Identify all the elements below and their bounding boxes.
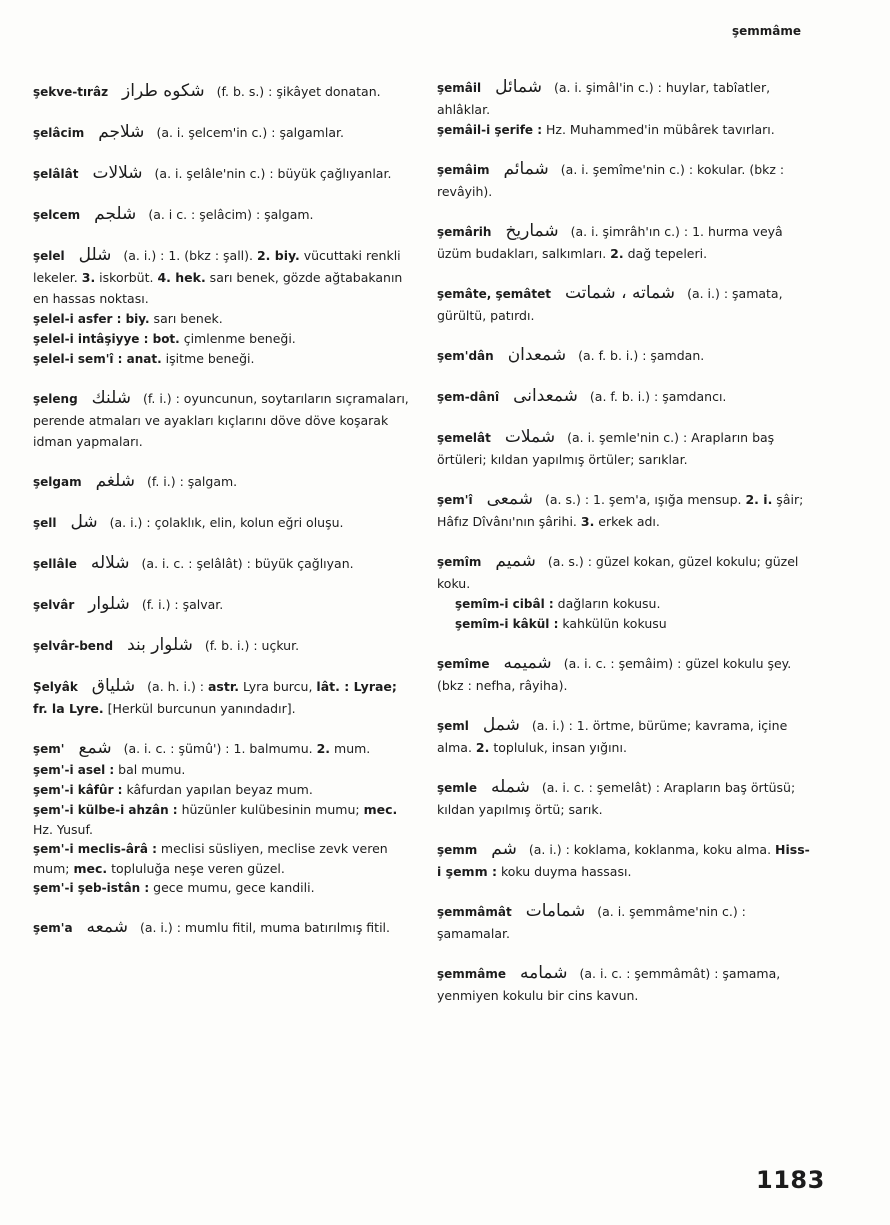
definition-text: (a. i. şimrâh'ın c.) : 1. hurma veyâ üzüm budakları, salkımları. bbox=[437, 224, 783, 261]
arabic-script: شماته ، شماتت bbox=[564, 283, 676, 303]
bold-label: mec. bbox=[363, 802, 398, 817]
headword: şemâim bbox=[437, 163, 490, 177]
headword: Şelyâk bbox=[33, 680, 78, 694]
definition-text: (a. i. c. : şemmâmât) : şamama, yenmiyen kokulu bir cins kavun. bbox=[437, 966, 781, 1003]
definition-text: (a. i.) : 1. örtme, bürüme; kavrama, içine alma. bbox=[437, 718, 788, 755]
definition-text: işitme beneği. bbox=[161, 351, 255, 366]
headword: şemîm-i kâkül : bbox=[455, 617, 559, 631]
headword: şelel-i intâşiyye : bot. bbox=[33, 332, 180, 346]
definition-text: (a. i. c. : şelâlât) : büyük çağlıyan. bbox=[141, 556, 354, 571]
bold-label: 2. i. bbox=[745, 492, 773, 507]
headword: şem'-i külbe-i ahzân : bbox=[33, 803, 178, 817]
bold-label: astr. bbox=[208, 679, 239, 694]
running-head: şemmâme bbox=[732, 24, 802, 38]
dictionary-subentry bbox=[33, 309, 411, 329]
dictionary-subentry bbox=[33, 878, 411, 898]
arabic-script: شلجم bbox=[94, 204, 137, 224]
arabic-script: شمائل bbox=[495, 77, 542, 97]
dictionary-entry bbox=[33, 512, 411, 534]
page-number: 1183 bbox=[756, 1166, 825, 1194]
definition-text: [Herkül burcunun yanındadır]. bbox=[103, 701, 296, 716]
left-column bbox=[33, 81, 411, 939]
dictionary-entry bbox=[437, 551, 813, 594]
headword: şemârih bbox=[437, 225, 492, 239]
headword: şemelât bbox=[437, 431, 491, 445]
headword: şem'-i şeb-istân : bbox=[33, 881, 150, 895]
headword: şemmâme bbox=[437, 967, 507, 981]
bold-label: 2. bbox=[475, 740, 490, 755]
definition-text: (a. s.) : güzel kokan, güzel kokulu; güzel koku. bbox=[437, 554, 799, 591]
headword: şem'dân bbox=[437, 349, 494, 363]
bold-label: Hiss-i şemm : bbox=[437, 842, 810, 879]
definition-text: (f. i.) : şalvar. bbox=[141, 597, 224, 612]
dictionary-entry bbox=[437, 489, 813, 532]
arabic-script: شمامه bbox=[520, 963, 568, 983]
arabic-script: شل bbox=[70, 512, 98, 532]
bold-label: mec. bbox=[73, 861, 108, 876]
dictionary-entry bbox=[437, 777, 813, 820]
arabic-script: شلياق bbox=[91, 676, 136, 696]
definition-text: (a. h. i.) : bbox=[147, 679, 208, 694]
definition-text: topluluğa neşe veren güzel. bbox=[107, 861, 285, 876]
dictionary-subentry bbox=[33, 800, 411, 839]
dictionary-entry bbox=[437, 427, 813, 470]
dictionary-entry bbox=[33, 471, 411, 493]
definition-text: mum. bbox=[330, 741, 371, 756]
definition-text: Hz. Yusuf. bbox=[33, 822, 93, 837]
headword: şemâte, şemâtet bbox=[437, 287, 551, 301]
arabic-script: شلل bbox=[78, 245, 112, 265]
definition-text: kâfurdan yapılan beyaz mum. bbox=[122, 782, 313, 797]
right-column bbox=[437, 77, 813, 1006]
definition-text: (a. s.) : 1. şem'a, ışığa mensup. bbox=[545, 492, 746, 507]
headword: şemâil-i şerife : bbox=[437, 123, 543, 137]
arabic-script: شلوار bbox=[88, 594, 130, 614]
dictionary-entry bbox=[437, 963, 813, 1006]
headword: şelvâr bbox=[33, 598, 75, 612]
headword: şem'-i kâfûr : bbox=[33, 783, 123, 797]
dictionary-entry bbox=[33, 122, 411, 144]
arabic-script: شمعه bbox=[86, 917, 128, 937]
dictionary-subentry bbox=[437, 614, 813, 634]
arabic-script: شلاله bbox=[90, 553, 130, 573]
headword: şem'a bbox=[33, 921, 73, 935]
arabic-script: شمائم bbox=[503, 159, 549, 179]
dictionary-entry bbox=[437, 901, 813, 944]
dictionary-subentry bbox=[33, 780, 411, 800]
dictionary-entry bbox=[437, 715, 813, 758]
definition-text: (a. i. c. : şümû') : 1. balmumu. bbox=[123, 741, 317, 756]
bold-label: 4. hek. bbox=[157, 270, 206, 285]
definition-text: vücuttaki renkli lekeler. bbox=[33, 248, 401, 285]
definition-text: kahkülün kokusu bbox=[558, 616, 667, 631]
dictionary-entry bbox=[33, 676, 411, 719]
definition-text: (a. i. şimâl'in c.) : huylar, tabîatler, ahlâklar. bbox=[437, 80, 771, 117]
definition-text: (a. i. c. : şemâim) : güzel kokulu şey. (bkz : nefha, râyiha). bbox=[437, 656, 792, 693]
bold-label: 3. bbox=[81, 270, 96, 285]
dictionary-entry bbox=[437, 653, 813, 696]
headword: şemîm-i cibâl : bbox=[455, 597, 554, 611]
definition-text: (a. i. c. : şemelât) : Arapların baş örtüsü; kıldan yapılmış örtü; sarık. bbox=[437, 780, 796, 817]
definition-text: (a. i. şelcem'in c.) : şalgamlar. bbox=[156, 125, 344, 140]
dictionary-entry bbox=[33, 553, 411, 575]
definition-text: koku duyma hassası. bbox=[496, 864, 632, 879]
bold-label: 2. biy. bbox=[256, 248, 300, 263]
headword: şelvâr-bend bbox=[33, 639, 114, 653]
dictionary-entry bbox=[437, 221, 813, 264]
arabic-script: شلوار بند bbox=[127, 635, 193, 655]
definition-text: (a. i. şelâle'nin c.) : büyük çağlıyanlar. bbox=[154, 166, 392, 181]
definition-text: bal mumu. bbox=[114, 762, 186, 777]
dictionary-entry bbox=[33, 245, 411, 309]
definition-text: (f. b. s.) : şikâyet donatan. bbox=[216, 84, 381, 99]
headword: şeleng bbox=[33, 392, 78, 406]
definition-text: (a. i. şemmâme'nin c.) : şamamalar. bbox=[437, 904, 746, 941]
dictionary-subentry bbox=[437, 594, 813, 614]
dictionary-entry bbox=[437, 77, 813, 120]
dictionary-subentry bbox=[33, 329, 411, 349]
headword: şelâcim bbox=[33, 126, 85, 140]
headword: şem'-i meclis-ârâ : bbox=[33, 842, 157, 856]
headword: şelel-i asfer : biy. bbox=[33, 312, 150, 326]
arabic-script: شمعى bbox=[486, 489, 534, 509]
dictionary-subentry bbox=[33, 760, 411, 780]
headword: şelel-i sem'î : anat. bbox=[33, 352, 162, 366]
definition-text: iskorbüt. bbox=[95, 270, 158, 285]
arabic-script: شملات bbox=[504, 427, 556, 447]
headword: şemmâmât bbox=[437, 905, 512, 919]
arabic-script: شمعدانى bbox=[513, 386, 578, 406]
definition-text: (f. b. i.) : uçkur. bbox=[204, 638, 300, 653]
arabic-script: شكوه طراز bbox=[122, 81, 205, 101]
dictionary-entry bbox=[437, 839, 813, 882]
arabic-script: شمل bbox=[482, 715, 520, 735]
headword: şemle bbox=[437, 781, 478, 795]
definition-text: topluluk, insan yığını. bbox=[489, 740, 627, 755]
arabic-script: شم bbox=[491, 839, 517, 859]
dictionary-entry bbox=[437, 283, 813, 326]
arabic-script: شميمه bbox=[503, 653, 552, 673]
definition-text: meclisi süsliyen, meclise zevk veren mum; bbox=[33, 841, 388, 876]
arabic-script: شميم bbox=[495, 551, 536, 571]
definition-text: (a. f. b. i.) : şamdancı. bbox=[589, 389, 727, 404]
definition-text: dağ tepeleri. bbox=[623, 246, 708, 261]
dictionary-entry bbox=[437, 345, 813, 367]
headword: şell bbox=[33, 516, 57, 530]
headword: şelgam bbox=[33, 475, 82, 489]
arabic-script: شلغم bbox=[95, 471, 135, 491]
definition-text: (a. i. şemîme'nin c.) : kokular. (bkz : revâyih). bbox=[437, 162, 785, 199]
definition-text: hüzünler kulübesinin mumu; bbox=[177, 802, 364, 817]
dictionary-entry bbox=[33, 163, 411, 185]
definition-text: (a. i.) : şamata, gürültü, patırdı. bbox=[437, 286, 783, 323]
headword: şekve-tırâz bbox=[33, 85, 109, 99]
definition-text: (a. i.) : mumlu fitil, muma batırılmış fitil. bbox=[139, 920, 391, 935]
dictionary-subentry bbox=[437, 120, 813, 140]
definition-text: (a. i.) : 1. (bkz : şall). bbox=[123, 248, 257, 263]
headword: şemâil bbox=[437, 81, 482, 95]
definition-text: şâir; Hâfız Dîvânı'nın şârihi. bbox=[437, 492, 804, 529]
arabic-script: شمامات bbox=[525, 901, 586, 921]
definition-text: Lyra burcu, bbox=[238, 679, 317, 694]
arabic-script: شلنك bbox=[91, 388, 131, 408]
headword: şem'î bbox=[437, 493, 473, 507]
headword: şemîme bbox=[437, 657, 490, 671]
headword: şem'-i asel : bbox=[33, 763, 115, 777]
definition-text: (f. i.) : şalgam. bbox=[146, 474, 238, 489]
dictionary-entry bbox=[33, 738, 411, 760]
arabic-script: شمله bbox=[491, 777, 530, 797]
definition-text: (a. i. şemle'nin c.) : Arapların baş örtüleri; kıldan yapılmış örtüler; sarıklar. bbox=[437, 430, 775, 467]
dictionary-entry bbox=[437, 386, 813, 408]
headword: şelel bbox=[33, 249, 65, 263]
dictionary-entry bbox=[33, 917, 411, 939]
arabic-script: شماريخ bbox=[505, 221, 559, 241]
headword: şemm bbox=[437, 843, 478, 857]
bold-label: 2. bbox=[610, 246, 624, 261]
dictionary-entry bbox=[33, 594, 411, 616]
dictionary-entry bbox=[33, 388, 411, 452]
dictionary-entry bbox=[33, 635, 411, 657]
dictionary-entry bbox=[33, 81, 411, 103]
dictionary-subentry bbox=[33, 839, 411, 878]
dictionary-entry bbox=[33, 204, 411, 226]
definition-text: (a. i c. : şelâcim) : şalgam. bbox=[148, 207, 314, 222]
definition-text: (f. i.) : oyuncunun, soytarıların sıçramaları, perende atmaları ve ayakları kıçlarını döve döve koşarak idman yapmaları. bbox=[33, 391, 409, 449]
headword: şelâlât bbox=[33, 167, 79, 181]
headword: şem' bbox=[33, 742, 65, 756]
headword: şem-dânî bbox=[437, 390, 500, 404]
arabic-script: شلاجم bbox=[98, 122, 145, 142]
bold-label: lât. : Lyrae; fr. la Lyre. bbox=[33, 679, 397, 716]
dictionary-subentry bbox=[33, 349, 411, 369]
headword: şelcem bbox=[33, 208, 81, 222]
definition-text: gece mumu, gece kandili. bbox=[149, 880, 315, 895]
arabic-script: شلالات bbox=[92, 163, 143, 183]
arabic-script: شمع bbox=[78, 738, 112, 758]
bold-label: 2. bbox=[316, 741, 331, 756]
definition-text: sarı benek. bbox=[149, 311, 223, 326]
definition-text: sarı benek, gözde ağtabakanın en hassas noktası. bbox=[33, 270, 403, 306]
bold-label: 3. bbox=[580, 514, 595, 529]
definition-text: (a. i.) : koklama, koklanma, koku alma. bbox=[528, 842, 776, 857]
definition-text: (a. f. b. i.) : şamdan. bbox=[578, 348, 705, 363]
arabic-script: شمعدان bbox=[507, 345, 567, 365]
dictionary-entry bbox=[437, 159, 813, 202]
definition-text: çimlenme beneği. bbox=[179, 331, 296, 346]
headword: şellâle bbox=[33, 557, 77, 571]
headword: şeml bbox=[437, 719, 469, 733]
definition-text: dağların kokusu. bbox=[553, 596, 661, 611]
definition-text: (a. i.) : çolaklık, elin, kolun eğri oluşu. bbox=[109, 515, 344, 530]
definition-text: Hz. Muhammed'in mübârek tavırları. bbox=[542, 122, 775, 137]
definition-text: erkek adı. bbox=[594, 514, 660, 529]
headword: şemîm bbox=[437, 555, 482, 569]
